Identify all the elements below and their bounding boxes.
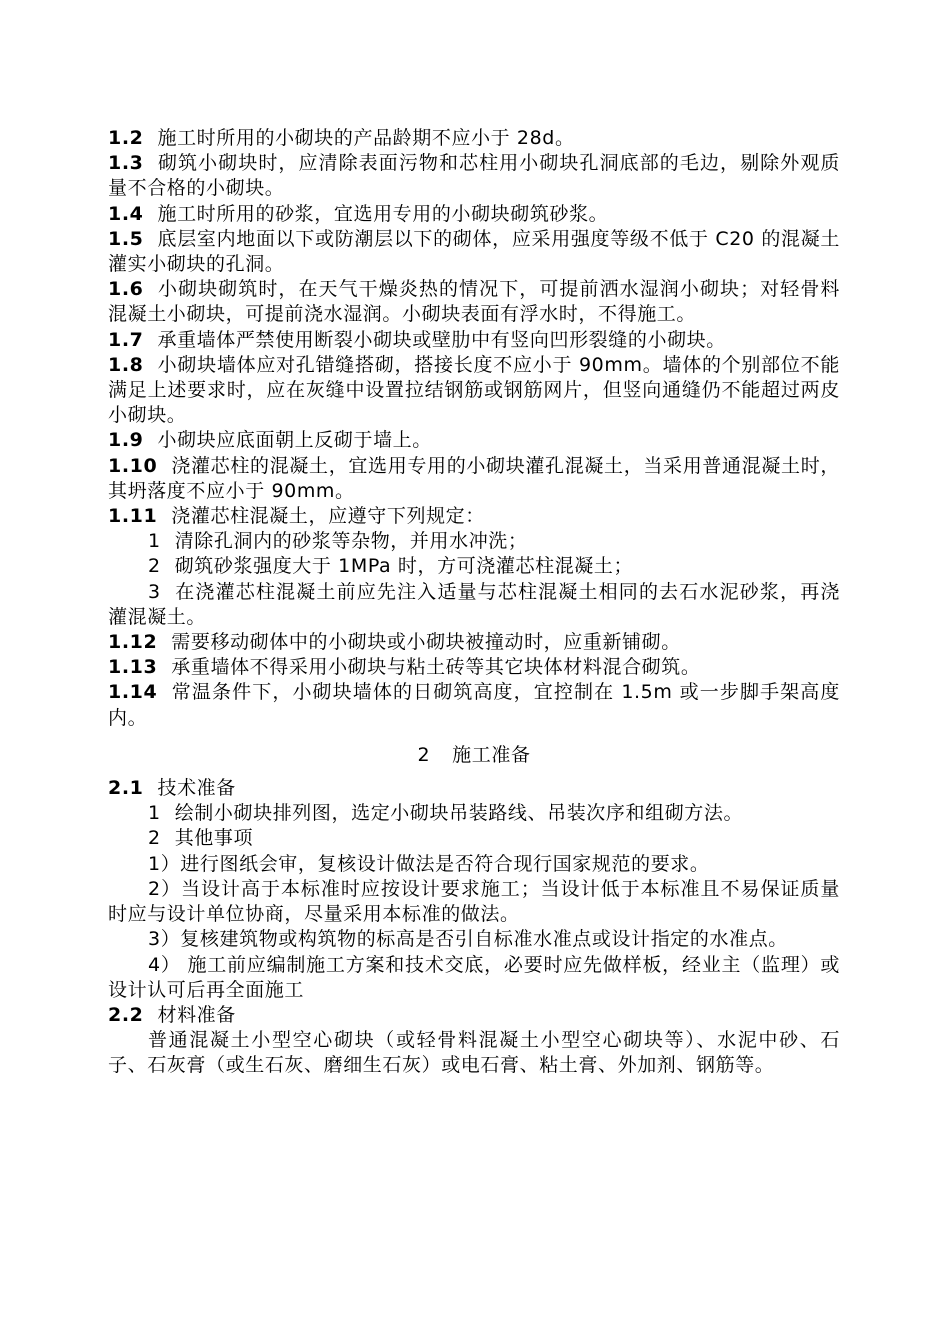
clause-1-3	[108, 151, 840, 201]
sub-item: 3）复核建筑物或构筑物的标高是否引自标准水准点或设计指定的水准点。	[148, 928, 788, 951]
list-item	[108, 801, 840, 826]
section-number: 2.1	[108, 777, 144, 800]
clause-number: 1.14	[108, 681, 158, 704]
clause-text: 小砌块砌筑时，在天气干燥炎热的情况下，可提前洒水湿润小砌块；对轻骨料混凝土小砌块，可提前浇水湿润。小砌块表面有浮水时，不得施工。	[108, 278, 840, 326]
clause-text: 施工时所用的砂浆，宜选用专用的小砌块砌筑砂浆。	[157, 202, 609, 225]
clause-number: 1.4	[108, 202, 144, 225]
clause-text: 底层室内地面以下或防潮层以下的砌体，应采用强度等级不低于 C20 的混凝土灌实小砌块的孔洞。	[108, 227, 840, 276]
section-title: 材料准备	[157, 1003, 236, 1026]
document-body	[108, 126, 840, 1079]
item-number: 3	[148, 580, 161, 603]
clause-number: 1.6	[108, 278, 144, 301]
clause-number: 1.9	[108, 429, 144, 452]
clause-number: 1.7	[108, 328, 144, 351]
item-text: 其他事项	[174, 827, 254, 850]
section-title: 技术准备	[157, 777, 236, 800]
clause-1-5	[108, 227, 840, 277]
clause-text: 承重墙体严禁使用断裂小砌块或壁肋中有竖向凹形裂缝的小砌块。	[157, 328, 726, 351]
clause-1-8	[108, 353, 840, 429]
clause-text: 浇灌芯柱混凝土，应遵守下列规定：	[171, 505, 485, 528]
clause-1-2	[108, 126, 840, 151]
section-number: 2.2	[108, 1003, 144, 1026]
clause-1-13	[108, 655, 840, 680]
clause-number: 1.5	[108, 227, 144, 250]
clause-text: 常温条件下，小砌块墙体的日砌筑高度，宜控制在 1.5m 或一步脚手架高度内。	[108, 681, 840, 729]
list-item	[108, 529, 840, 554]
item-number: 1	[148, 802, 161, 825]
clause-1-4	[108, 202, 840, 227]
clause-1-14	[108, 680, 840, 730]
clause-number: 1.13	[108, 656, 158, 679]
clause-text: 小砌块墙体应对孔错缝搭砌，搭接长度不应小于 90mm。墙体的个别部位不能满足上述要求时，应在灰缝中设置拉结钢筋或钢筋网片，但竖向通缝仍不能超过两皮小砌块。	[108, 353, 840, 427]
clause-number: 1.12	[108, 631, 158, 654]
list-item	[108, 826, 840, 851]
clause-1-6	[108, 277, 840, 327]
clause-number: 1.3	[108, 152, 144, 175]
clause-1-12	[108, 630, 840, 655]
clause-1-9	[108, 428, 840, 453]
clause-number: 1.8	[108, 353, 144, 376]
item-text: 在浇灌芯柱混凝土前应先注入适量与芯柱混凝土相同的去石水泥砂浆，再浇灌混凝土。	[108, 580, 840, 628]
chapter-title: 施工准备	[452, 743, 531, 766]
clause-text: 小砌块应底面朝上反砌于墙上。	[157, 429, 432, 452]
item-number: 1	[148, 530, 161, 553]
chapter-number: 2	[417, 743, 431, 766]
clause-text: 需要移动砌体中的小砌块或小砌块被撞动时，应重新铺砌。	[171, 631, 681, 654]
clause-text: 浇灌芯柱的混凝土，宜选用专用的小砌块灌孔混凝土，当采用普通混凝土时，其坍落度不应小于 90mm。	[108, 454, 840, 502]
clause-1-7	[108, 328, 840, 353]
list-item	[108, 580, 840, 630]
item-number: 2	[148, 555, 161, 578]
item-text: 砌筑砂浆强度大于 1MPa 时，方可浇灌芯柱混凝土；	[174, 555, 634, 578]
clause-text: 砌筑小砌块时，应清除表面污物和芯柱用小砌块孔洞底部的毛边，剔除外观质量不合格的小砌块。	[108, 152, 840, 200]
clause-number: 1.2	[108, 127, 144, 149]
section-2-2-text: 普通混凝土小型空心砌块（或轻骨料混凝土小型空心砌块等）、水泥中砂、石子、石灰膏（或生石灰、磨细生石灰）或电石膏、粘土膏、外加剂、钢筋等。	[108, 1029, 840, 1077]
clause-text: 施工时所用的小砌块的产品龄期不应小于 28d。	[157, 127, 575, 149]
clause-number: 1.10	[108, 454, 158, 477]
clause-1-10	[108, 454, 840, 504]
clause-text: 承重墙体不得采用小砌块与粘土砖等其它块体材料混合砌筑。	[171, 656, 701, 679]
list-item	[108, 554, 840, 579]
sub-item: 2）当设计高于本标准时应按设计要求施工；当设计低于本标准且不易保证质量时应与设计单位协商，尽量采用本标准的做法。	[108, 877, 840, 926]
item-text: 清除孔洞内的砂浆等杂物，并用水冲洗；	[174, 530, 528, 553]
sub-item: 1）进行图纸会审，复核设计做法是否符合现行国家规范的要求。	[148, 852, 710, 875]
sub-item: 4） 施工前应编制施工方案和技术交底，必要时应先做样板，经业主（监理）或设计认可后再全面施工	[108, 953, 840, 1001]
chapter-heading	[108, 743, 840, 768]
section-2-1-heading	[108, 776, 840, 801]
item-text: 绘制小砌块排列图，选定小砌块吊装路线、吊装次序和组砌方法。	[174, 802, 744, 825]
item-number: 2	[148, 827, 161, 850]
section-2-2-heading	[108, 1003, 840, 1028]
clause-1-11	[108, 504, 840, 529]
clause-number: 1.11	[108, 505, 158, 528]
